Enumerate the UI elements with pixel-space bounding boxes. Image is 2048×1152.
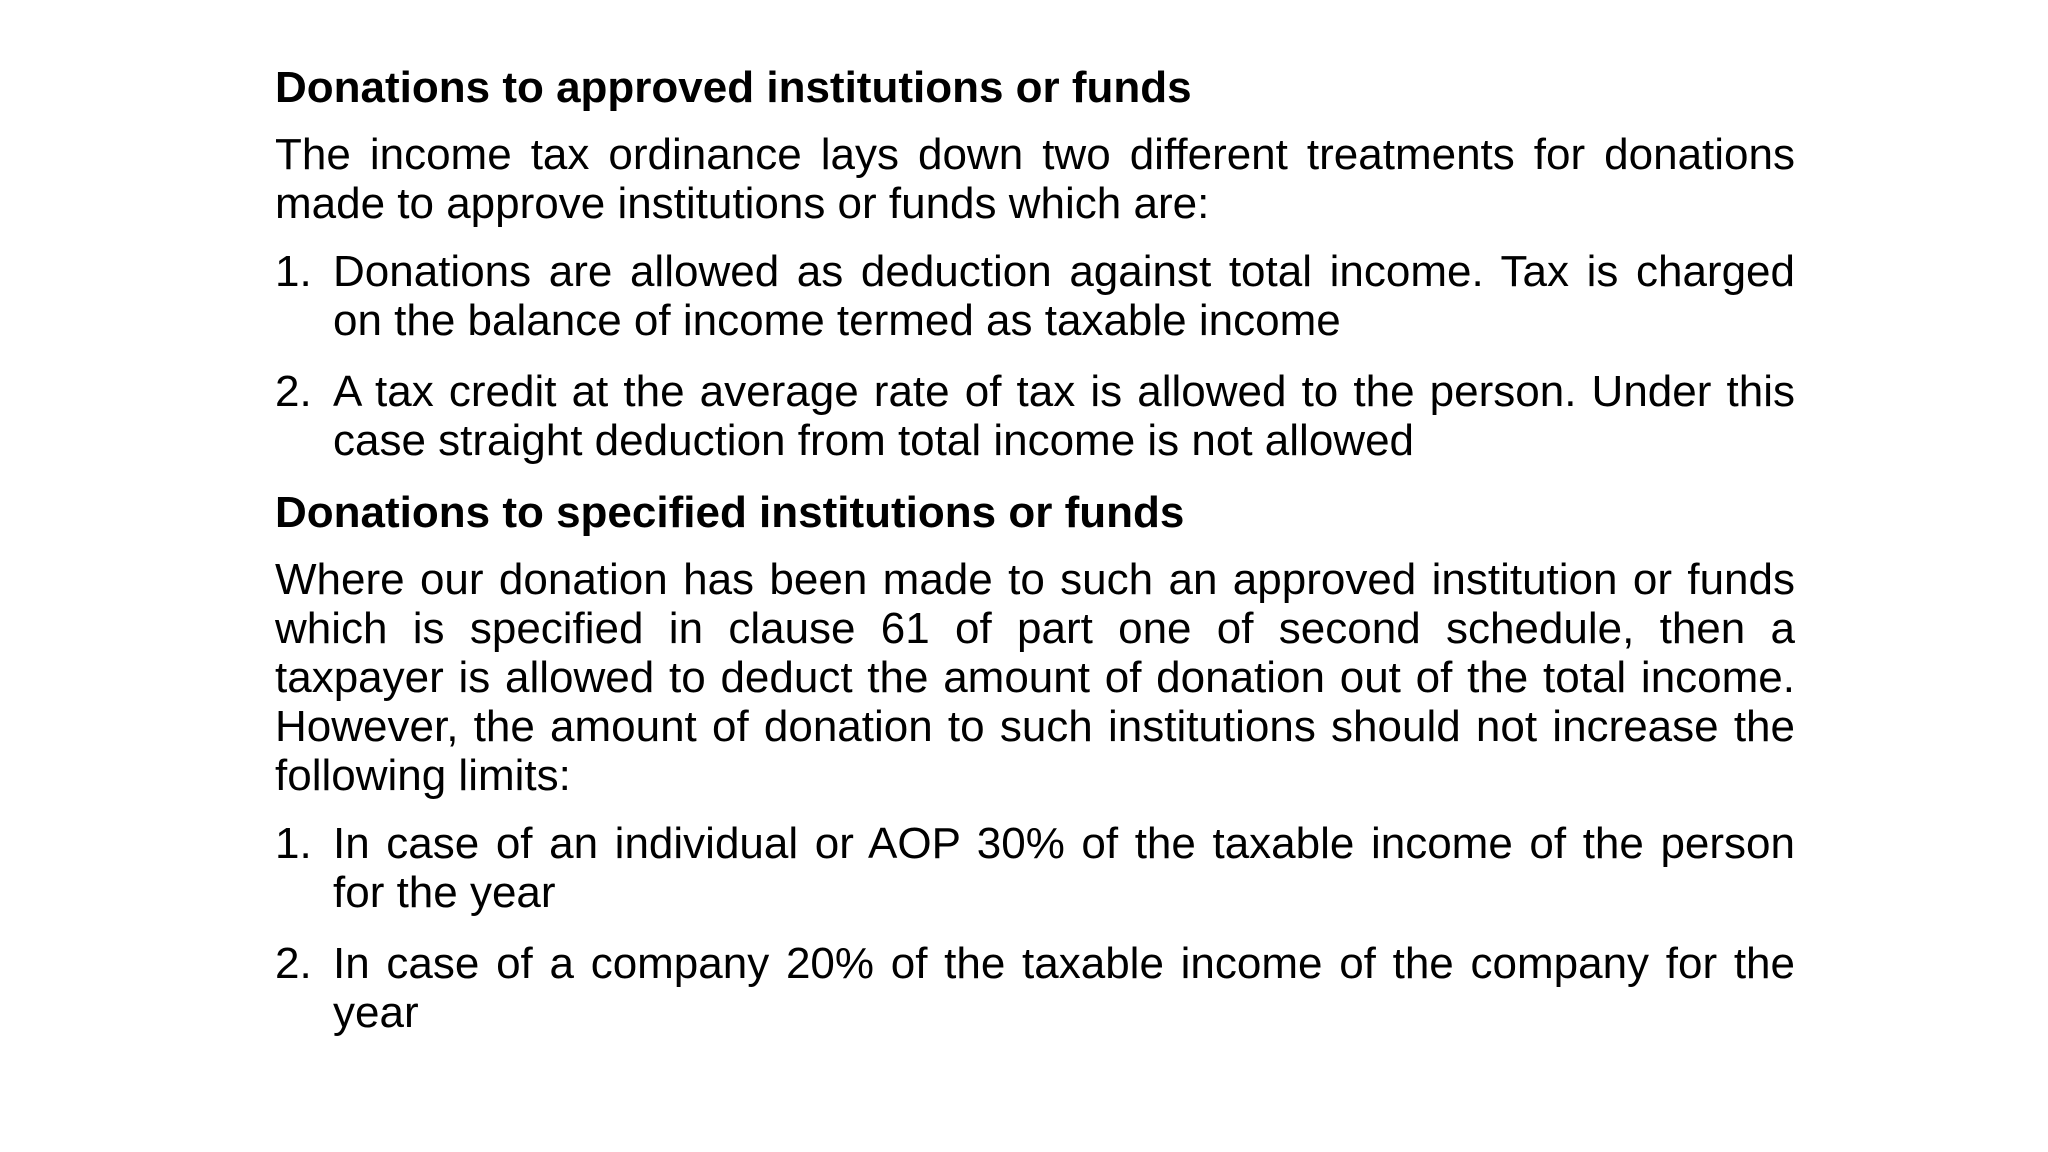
list-item	[275, 819, 1795, 917]
list-item-number: 2.	[275, 939, 312, 988]
section-paragraph-specified: Where our donation has been made to such an approved institution or funds which is specified in clause 61 of part one of second schedule, then a taxpayer is allowed to deduct the amount of donation out of the total income. However, the amount of donation to such institutions should not increase the following limits:	[275, 555, 1795, 800]
list-item-number: 2.	[275, 367, 312, 416]
list-item	[275, 367, 1795, 465]
list-item	[275, 247, 1795, 345]
list-item-text: Donations are allowed as deduction against total income. Tax is charged on the balance of income termed as taxable income	[333, 247, 1795, 345]
slide-content	[275, 62, 1795, 1059]
section-heading-specified: Donations to specified institutions or funds	[275, 488, 1185, 537]
list-item-text: In case of a company 20% of the taxable income of the company for the year	[333, 939, 1795, 1037]
list-item-text: A tax credit at the average rate of tax is allowed to the person. Under this case straight deduction from total income is not allowed	[333, 367, 1795, 465]
list-item-text: In case of an individual or AOP 30% of the taxable income of the person for the year	[333, 819, 1795, 917]
numbered-list-specified	[275, 819, 1795, 1037]
section-paragraph-approved: The income tax ordinance lays down two different treatments for donations made to approve institutions or funds which are:	[275, 130, 1795, 228]
section-specified	[275, 487, 1795, 1037]
numbered-list-approved	[275, 247, 1795, 465]
list-item	[275, 939, 1795, 1037]
section-heading-approved: Donations to approved institutions or funds	[275, 63, 1192, 112]
list-item-number: 1.	[275, 819, 312, 868]
list-item-number: 1.	[275, 247, 312, 296]
